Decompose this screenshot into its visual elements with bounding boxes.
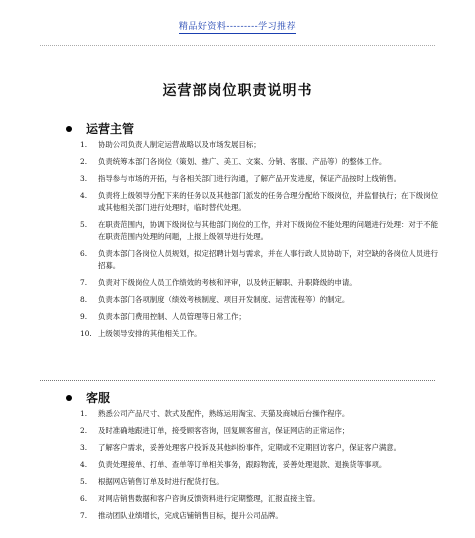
item-number: 6. [80,494,88,503]
list-item [68,277,440,289]
list-item [68,294,440,306]
item-number: 9. [80,312,88,321]
item-number: 1. [80,409,88,418]
item-text: 负责统筹本部门各岗位（策划、推广、美工、文案、分销、客服、产品等）的整体工作。 [98,157,387,166]
document-title: 运营部岗位职责说明书 [162,83,313,99]
section-heading-text: 运营主管 [86,122,135,136]
bullet-icon [66,395,72,401]
list-item [68,190,440,214]
item-number: 2. [80,157,88,166]
item-text: 负责将上级领导分配下来的任务以及其他部门派发的任务合理分配给下级岗位，并监督执行；在下级岗位或其他相关部门进行处理时，临时替代处理。 [98,191,438,212]
duty-list-operations-manager [68,139,440,345]
list-item [68,156,440,168]
item-text: 及时准确地跟进订单，接受顾客咨询，回复顾客留言，保证网店的正常运作； [98,426,350,435]
item-text: 负责对下级岗位人员工作绩效的考核和评审，以及转正解职、升职降级的申请。 [98,278,357,287]
item-number: 1. [80,140,88,149]
list-item [68,173,440,185]
item-number: 4. [80,191,88,200]
list-item [68,442,440,454]
header-divider [40,45,435,46]
list-item [68,493,440,505]
header-link-text[interactable]: 精品好资料---------学习推荐 [178,22,297,32]
list-item [68,459,440,471]
item-number: 3. [80,174,88,183]
item-number: 2. [80,426,88,435]
list-item [68,311,440,323]
list-item [68,328,440,340]
list-item [68,408,440,420]
item-number: 5. [80,220,88,229]
list-item [68,219,440,243]
duty-list-customer-service [68,408,440,527]
item-text: 指导参与市场的开拓，与各相关部门进行沟通，了解产品开发进度，保证产品按时上线销售。 [98,174,402,183]
item-text: 根据网店销售订单及时进行配货打包。 [98,477,224,486]
header-link[interactable] [0,19,475,32]
item-number: 7. [80,511,88,520]
item-number: 4. [80,460,88,469]
item-number: 10. [80,329,92,338]
item-number: 8. [80,295,88,304]
item-text: 负责处理接单、打单、查单等订单相关事务，跟踪物流，妥善处理退款、退换货等事项。 [98,460,387,469]
item-text: 负责本部门各岗位人员规划，拟定招聘计划与需求，并在人事行政人员协助下，对空缺的各岗位人员进行招募。 [98,249,438,270]
list-item [68,476,440,488]
section-heading-text: 客服 [86,391,111,405]
item-text: 在职责范围内，协调下级岗位与其他部门岗位的工作，并对下级岗位不能处理的问题进行处理：对于不能在职责范围内处理的问题，上报上级领导进行处理。 [98,220,438,241]
item-text: 协助公司负责人制定运营战略以及市场发展目标； [98,140,261,149]
item-number: 7. [80,278,88,287]
item-number: 3. [80,443,88,452]
item-text: 负责本部门各项制度（绩效考核制度、项目开发制度、运营流程等）的制定。 [98,295,350,304]
item-text: 负责本部门费用控制、人员管理等日常工作； [98,312,246,321]
item-number: 5. [80,477,88,486]
list-item [68,510,440,522]
item-text: 推动团队业绩增长，完成店铺销售目标，提升公司品牌。 [98,511,283,520]
item-text: 了解客户需求，妥善处理客户投诉及其他纠纷事件，定期或不定期回访客户，保证客户满意。 [98,443,402,452]
bullet-icon [66,126,72,132]
list-item [68,425,440,437]
list-item [68,248,440,272]
item-text: 对网店销售数据和客户咨询反馈资料进行定期整理，汇报直接主管。 [98,494,320,503]
section-heading-customer-service [66,389,110,406]
item-text: 熟悉公司产品尺寸、款式及配件，熟练运用淘宝、天猫及商城后台操作程序。 [98,409,350,418]
section-heading-operations-manager [66,120,134,137]
item-number: 6. [80,249,88,258]
list-item [68,139,440,151]
item-text: 上级领导安排的其他相关工作。 [98,329,202,338]
section-divider [40,380,435,381]
